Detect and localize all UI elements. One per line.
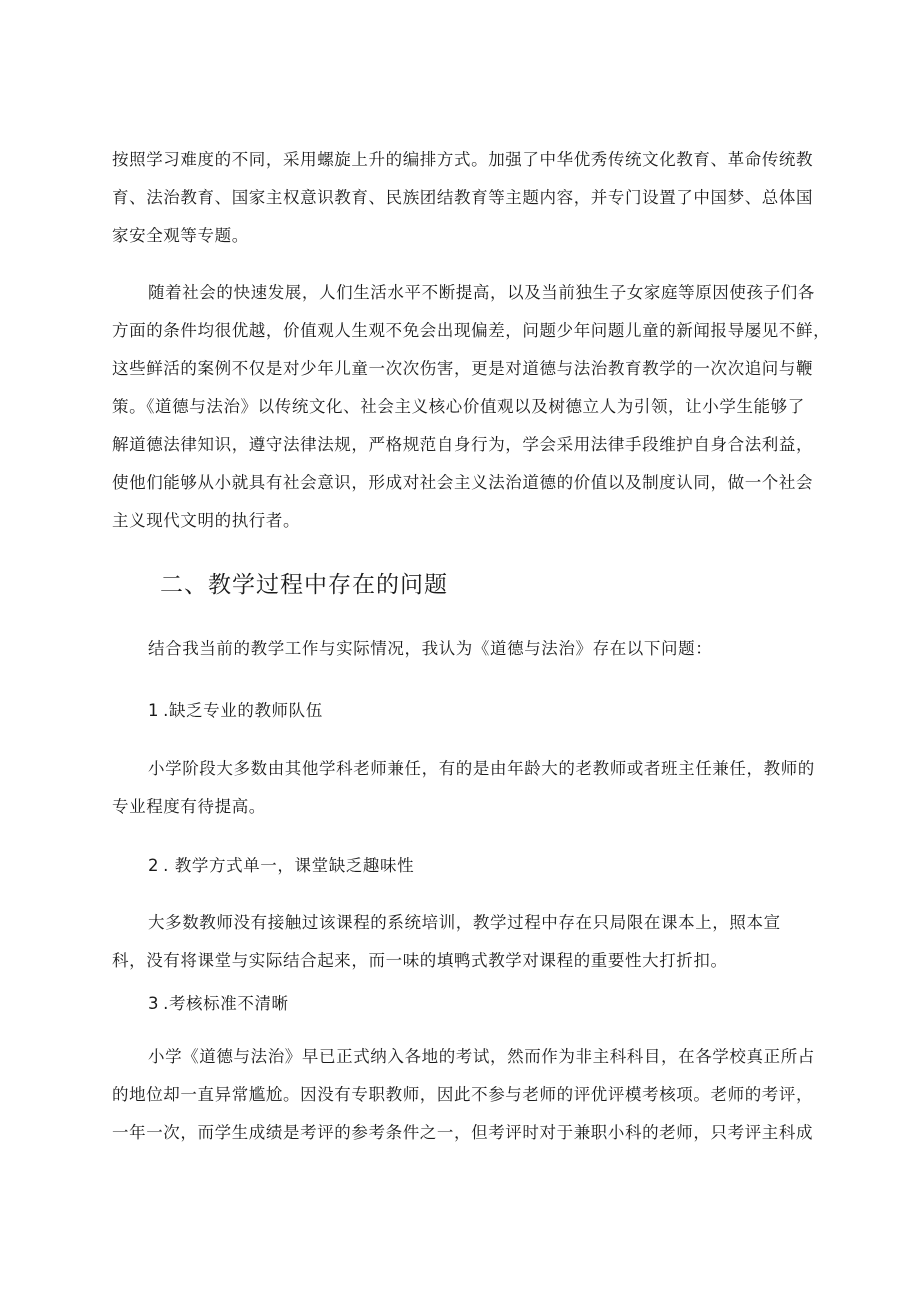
paragraph-line: 专业程度有待提高。 (112, 797, 266, 816)
issue-title: . 教学方式单一，课堂缺乏趣味性 (163, 856, 415, 875)
paragraph-line: 一年一次，而学生成绩是考评的参考条件之一，但考评时对于兼职小科的老师，只考评主科成 (112, 1123, 814, 1142)
issue-title: .缺乏专业的教师队伍 (163, 701, 323, 720)
paragraph-line: 使他们能够从小就具有社会意识，形成对社会主义法治道德的价值以及制度认同，做一个社会 (112, 473, 814, 492)
intro-paragraph (112, 630, 820, 668)
paragraph-line: 科，没有将课堂与实际结合起来，而一味的填鸭式教学对课程的重要性大打折扣。 (112, 951, 728, 970)
issue-3-heading (148, 985, 289, 1023)
paragraph-line: 解道德法律知识，遵守法律法规，严格规范自身行为，学会采用法律手段维护自身合法利益， (112, 435, 814, 454)
paragraph-line: 的地位却一直异常尴尬。因没有专职教师，因此不参与老师的评优评模考核项。老师的考评， (112, 1085, 814, 1104)
paragraph-1 (112, 141, 820, 255)
issue-1-body (112, 750, 820, 826)
paragraph-line: 主义现代文明的执行者。 (112, 511, 301, 530)
issue-1-heading (148, 692, 323, 730)
paragraph-line: 这些鲜活的案例不仅是对少年儿童一次次伤害，更是对道德与法治教育教学的一次次追问与鞭 (112, 359, 814, 378)
issue-number: 3 (148, 994, 160, 1013)
paragraph-line: 小学阶段大多数由其他学科老师兼任，有的是由年龄大的老教师或者班主任兼任，教师的 (148, 759, 815, 778)
paragraph-line: 大多数教师没有接触过该课程的系统培训，教学过程中存在只局限在课本上，照本宣 (148, 913, 781, 932)
paragraph-line: 按照学习难度的不同，采用螺旋上升的编排方式。加强了中华优秀传统文化教育、革命传统教 (112, 150, 814, 169)
paragraph-line: 方面的条件均很优越，价值观人生观不免会出现偏差，问题少年问题儿童的新闻报导屡见不鲜， (112, 321, 831, 340)
section-heading: 二、教学过程中存在的问题 (160, 572, 448, 598)
paragraph-line: 随着社会的快速发展，人们生活水平不断提高，以及当前独生子女家庭等原因使孩子们各 (148, 283, 815, 302)
paragraph-line: 小学《道德与法治》早已正式纳入各地的考试，然而作为非主科科目，在各学校真正所占 (148, 1047, 815, 1066)
issue-title: .考核标准不清晰 (163, 994, 289, 1013)
issue-3-body (112, 1038, 820, 1152)
paragraph-line: 育、法治教育、国家主权意识教育、民族团结教育等主题内容，并专门设置了中国梦、总体国 (112, 188, 814, 207)
issue-number: 1 (148, 701, 160, 720)
issue-2-heading (148, 847, 414, 885)
paragraph-line: 家安全观等专题。 (112, 226, 249, 245)
intro-line: 结合我当前的教学工作与实际情况，我认为《道德与法治》存在以下问题： (148, 639, 713, 658)
paragraph-line: 策。《道德与法治》以传统文化、社会主义核心价值观以及树德立人为引领，让小学生能够了 (112, 397, 805, 416)
issue-number: 2 (148, 856, 160, 875)
paragraph-2 (112, 274, 831, 540)
issue-2-body (112, 904, 820, 980)
